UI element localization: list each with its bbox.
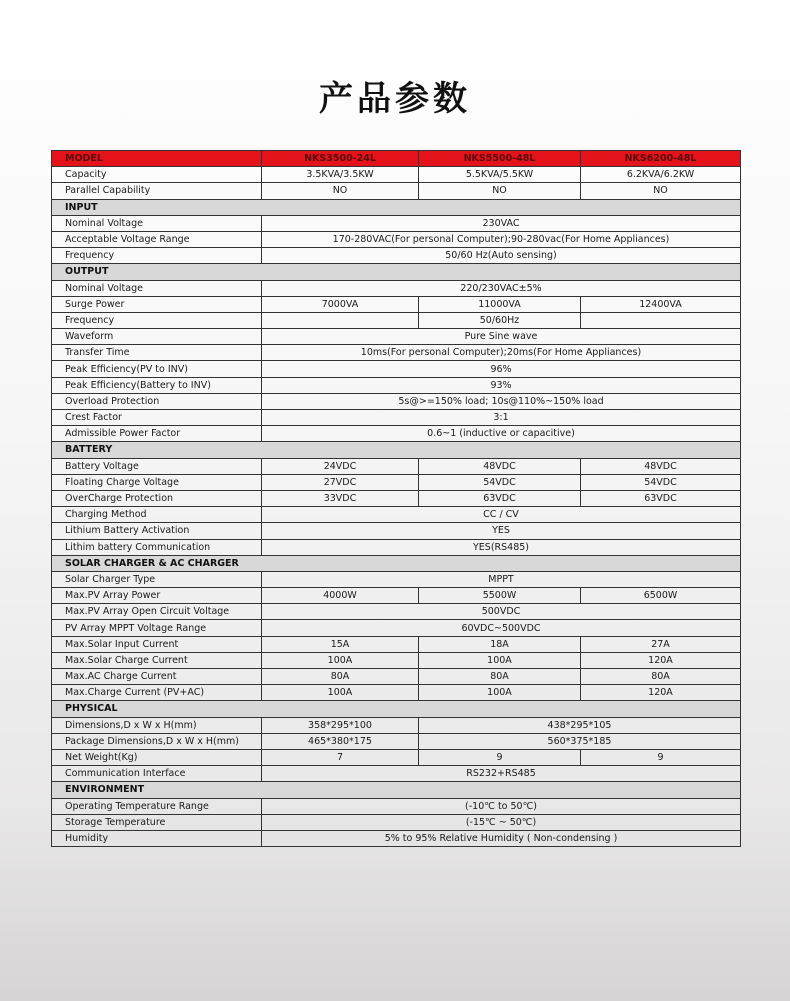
row-label: Storage Temperature [52, 814, 262, 830]
row-value: 465*380*175 [262, 733, 419, 749]
row-value: 120A [581, 685, 741, 701]
table-row [52, 215, 741, 231]
row-label: OverCharge Protection [52, 490, 262, 506]
row-label: Max.AC Charge Current [52, 669, 262, 685]
row-value: 27VDC [262, 474, 419, 490]
row-value: 50/60Hz [419, 312, 581, 328]
row-value: (-15℃ ~ 50℃) [262, 814, 741, 830]
row-label: Overload Protection [52, 393, 262, 409]
row-value: 96% [262, 361, 741, 377]
row-label: Net Weight(Kg) [52, 749, 262, 765]
row-value: NO [262, 183, 419, 199]
table-row [52, 652, 741, 668]
row-value: 358*295*100 [262, 717, 419, 733]
section-label: INPUT [52, 199, 741, 215]
table-row [52, 490, 741, 506]
row-value: 3:1 [262, 410, 741, 426]
row-label: Max.Solar Charge Current [52, 652, 262, 668]
row-value: 12400VA [581, 296, 741, 312]
section-header-row [52, 264, 741, 280]
row-label: PV Array MPPT Voltage Range [52, 620, 262, 636]
row-label: Dimensions,D x W x H(mm) [52, 717, 262, 733]
row-value: 60VDC~500VDC [262, 620, 741, 636]
row-value: 560*375*185 [419, 733, 741, 749]
row-value: 48VDC [419, 458, 581, 474]
row-label: Nominal Voltage [52, 215, 262, 231]
row-label: Battery Voltage [52, 458, 262, 474]
header-model: MODEL [52, 151, 262, 167]
row-value: 27A [581, 636, 741, 652]
row-value: 80A [581, 669, 741, 685]
row-value [581, 312, 741, 328]
row-value: NO [581, 183, 741, 199]
table-row [52, 814, 741, 830]
table-row [52, 312, 741, 328]
row-value: 9 [419, 749, 581, 765]
table-row [52, 669, 741, 685]
section-header-row [52, 782, 741, 798]
row-label: Peak Efficiency(Battery to INV) [52, 377, 262, 393]
table-row [52, 345, 741, 361]
section-header-row [52, 701, 741, 717]
row-value: 54VDC [581, 474, 741, 490]
table-row [52, 733, 741, 749]
row-value: 4000W [262, 588, 419, 604]
row-label: Crest Factor [52, 410, 262, 426]
table-row [52, 377, 741, 393]
section-label: ENVIRONMENT [52, 782, 741, 798]
table-header-row [52, 151, 741, 167]
row-label: Solar Charger Type [52, 571, 262, 587]
table-row [52, 523, 741, 539]
row-label: Max.PV Array Power [52, 588, 262, 604]
table-row [52, 717, 741, 733]
row-value: 33VDC [262, 490, 419, 506]
spec-table [51, 150, 741, 847]
table-row [52, 749, 741, 765]
row-value: 54VDC [419, 474, 581, 490]
row-value: 63VDC [419, 490, 581, 506]
row-value: 6500W [581, 588, 741, 604]
row-label: Frequency [52, 312, 262, 328]
row-value: 11000VA [419, 296, 581, 312]
header-model-3: NKS6200-48L [581, 151, 741, 167]
row-value: 9 [581, 749, 741, 765]
row-value: 100A [419, 652, 581, 668]
row-value: YES [262, 523, 741, 539]
row-label: Operating Temperature Range [52, 798, 262, 814]
row-value: 170-280VAC(For personal Computer);90-280vac(For Home Appliances) [262, 231, 741, 247]
table-row [52, 685, 741, 701]
row-value: 3.5KVA/3.5KW [262, 167, 419, 183]
row-value: 230VAC [262, 215, 741, 231]
row-label: Admissible Power Factor [52, 426, 262, 442]
section-header-row [52, 555, 741, 571]
table-row [52, 426, 741, 442]
table-row [52, 361, 741, 377]
table-row [52, 830, 741, 846]
table-row [52, 636, 741, 652]
row-label: Communication Interface [52, 766, 262, 782]
header-model-1: NKS3500-24L [262, 151, 419, 167]
section-header-row [52, 442, 741, 458]
row-label: Capacity [52, 167, 262, 183]
row-value: 10ms(For personal Computer);20ms(For Home Appliances) [262, 345, 741, 361]
row-value: 48VDC [581, 458, 741, 474]
row-label: Peak Efficiency(PV to INV) [52, 361, 262, 377]
table-row [52, 474, 741, 490]
table-row [52, 571, 741, 587]
row-value: 6.2KVA/6.2KW [581, 167, 741, 183]
table-row [52, 604, 741, 620]
table-row [52, 507, 741, 523]
row-value: CC / CV [262, 507, 741, 523]
section-header-row [52, 199, 741, 215]
table-row [52, 329, 741, 345]
row-label: Floating Charge Voltage [52, 474, 262, 490]
row-label: Max.Solar Input Current [52, 636, 262, 652]
table-row [52, 296, 741, 312]
row-value: 7 [262, 749, 419, 765]
row-value: 0.6~1 (inductive or capacitive) [262, 426, 741, 442]
row-value: YES(RS485) [262, 539, 741, 555]
table-row [52, 620, 741, 636]
row-value: 18A [419, 636, 581, 652]
row-value: MPPT [262, 571, 741, 587]
row-label: Waveform [52, 329, 262, 345]
row-value: (-10℃ to 50℃) [262, 798, 741, 814]
row-value: 93% [262, 377, 741, 393]
row-label: Charging Method [52, 507, 262, 523]
row-value: 5500W [419, 588, 581, 604]
row-value: 120A [581, 652, 741, 668]
row-label: Lithium Battery Activation [52, 523, 262, 539]
row-label: Frequency [52, 248, 262, 264]
table-row [52, 798, 741, 814]
row-value: 220/230VAC±5% [262, 280, 741, 296]
row-value: 80A [262, 669, 419, 685]
row-value: 15A [262, 636, 419, 652]
section-label: OUTPUT [52, 264, 741, 280]
table-row [52, 280, 741, 296]
row-value: 500VDC [262, 604, 741, 620]
row-label: Acceptable Voltage Range [52, 231, 262, 247]
row-value: 438*295*105 [419, 717, 741, 733]
row-value: 100A [419, 685, 581, 701]
row-label: Humidity [52, 830, 262, 846]
row-value: 5s@>=150% load; 10s@110%~150% load [262, 393, 741, 409]
row-value: 5% to 95% Relative Humidity ( Non-condensing ) [262, 830, 741, 846]
row-value: 100A [262, 685, 419, 701]
row-value: RS232+RS485 [262, 766, 741, 782]
table-row [52, 539, 741, 555]
table-row [52, 231, 741, 247]
page-title: 产品参数 [319, 78, 471, 119]
section-label: PHYSICAL [52, 701, 741, 717]
row-label: Transfer Time [52, 345, 262, 361]
row-label: Surge Power [52, 296, 262, 312]
table-row [52, 588, 741, 604]
row-label: Max.Charge Current (PV+AC) [52, 685, 262, 701]
row-value: Pure Sine wave [262, 329, 741, 345]
table-row [52, 766, 741, 782]
table-row [52, 458, 741, 474]
table-row [52, 167, 741, 183]
row-label: Package Dimensions,D x W x H(mm) [52, 733, 262, 749]
row-value: 100A [262, 652, 419, 668]
row-value: 7000VA [262, 296, 419, 312]
section-label: BATTERY [52, 442, 741, 458]
row-value: NO [419, 183, 581, 199]
row-value: 50/60 Hz(Auto sensing) [262, 248, 741, 264]
row-value: 5.5KVA/5.5KW [419, 167, 581, 183]
row-label: Nominal Voltage [52, 280, 262, 296]
row-label: Max.PV Array Open Circuit Voltage [52, 604, 262, 620]
row-value [262, 312, 419, 328]
table-row [52, 183, 741, 199]
section-label: SOLAR CHARGER & AC CHARGER [52, 555, 741, 571]
row-value: 63VDC [581, 490, 741, 506]
row-value: 24VDC [262, 458, 419, 474]
table-row [52, 393, 741, 409]
header-model-2: NKS5500-48L [419, 151, 581, 167]
table-row [52, 410, 741, 426]
row-label: Lithim battery Communication [52, 539, 262, 555]
spec-table-body [52, 151, 741, 847]
row-label: Parallel Capability [52, 183, 262, 199]
table-row [52, 248, 741, 264]
row-value: 80A [419, 669, 581, 685]
